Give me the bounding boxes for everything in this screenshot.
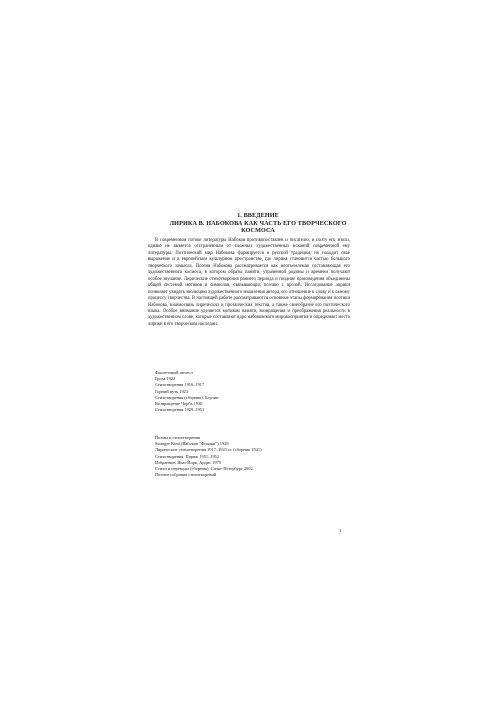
chapter-heading [148,212,368,235]
chapter-title-number: 1. ВВЕДЕНИЕ [237,212,279,219]
page-number: 1 [339,528,342,533]
list-item: Возвращение Чорба 1930 [155,401,203,407]
paragraph: В современном потоке литературы Набоков противопоставлен и писателю, и поэту его эпохи, однако не является отстраненным от сложных художественных исканий современной ему литературы. Поэтический мир Набокова формируется в русской традиции, но находит своё выражение и в европейском культурном пространстве, где лирика становится частью большого творческого замысла. Поэзия Набокова рассматривается как неотъемлемая составляющая его художественного космоса, в котором образы памяти, утраченной родины и времени получают особое звучание. Лирические стихотворения раннего периода и поздние произведения объединены общей системой мотивов и символов, связывающих поэзию с прозой. Исследование лирики позволяет увидеть эволюцию художественного мышления автора, его отношение к слову и к самому процессу творчества. В настоящей работе рассматриваются основные этапы формирования поэтики Набокова, взаимосвязь лирических и прозаических текстов, а также своеобразие его поэтического языка. Особое внимание уделяется мотивам памяти, возвращения и преображения реальности в художественном слове, которые составляют ядро набоковского мировосприятия и определяют место лирики в его творческом наследии. [148,238,350,327]
list-item: Избранное, Нью-Йорк, Ардис 1979 [155,459,221,465]
list-item: Стихотворения (сборник), Берлин [155,394,219,400]
list-item: Стихотворения 1916–1917 [155,382,205,388]
list-item: Фиолетовый шелест [155,370,194,375]
list-item: Гроза 1922 [155,376,176,382]
list-item: Стихи и переводы (сборник), Санкт-Петербург 2002 [155,466,253,472]
list-item: Лирические стихотворения 1917–1923 гг. (сборник 1941) [155,447,262,453]
chapter-title-line: ЛИРИКА В. НАБОКОВА КАК ЧАСТЬ ЕГО ТВОРЧЕСКОГО [169,219,347,227]
works-list [155,435,262,478]
body-text [148,238,350,328]
list-item: Stranger Kind (Набоков "Фиалки") 1928 [155,441,229,447]
list-item: Горний путь 1923 [155,388,189,394]
chapter-title-line: КОСМОСА [241,227,275,235]
works-list [155,370,219,413]
list-item: Полное собрание стихотворений [155,472,217,478]
list-item: Поэмы и стихотворения [155,435,200,440]
list-item: Стихотворения, Париж 1951–1952 [155,453,220,459]
list-item: Стихотворения 1929–1951 [155,407,205,413]
